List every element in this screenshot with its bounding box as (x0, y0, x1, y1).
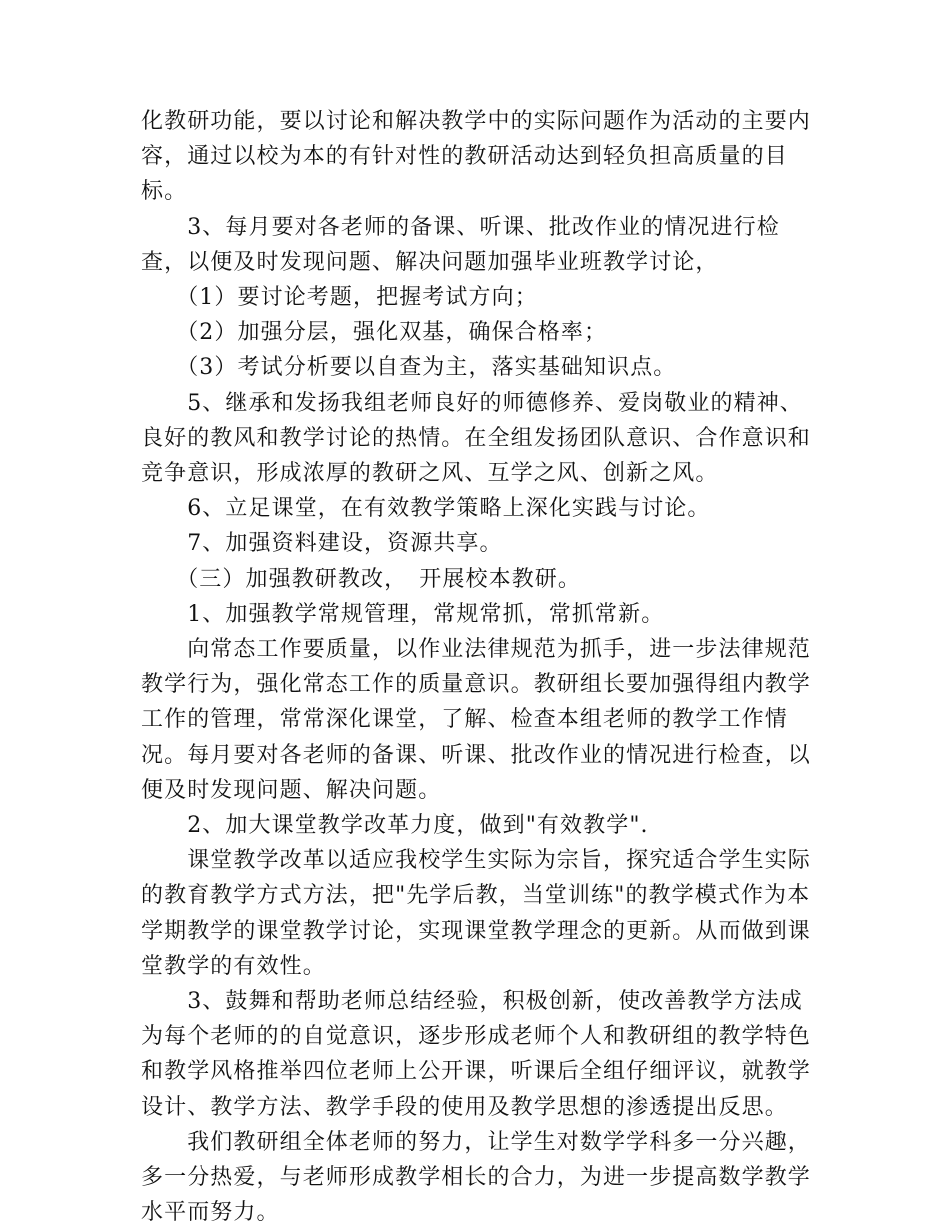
paragraph: 3、每月要对各老师的备课、听课、批改作业的情况进行检查，以便及时发现问题、解决问题加强毕业班教学讨论， (141, 214, 780, 275)
paragraph: 课堂教学改革以适应我校学生实际为宗旨，探究适合学生实际的教育教学方式方法，把"先学后教，当堂训练"的教学模式作为本学期教学的课堂教学讨论，实现课堂教学理念的更新。从而做到课堂教学的有效性。 (141, 848, 811, 979)
list-item: （2）加强分层，强化双基，确保合格率； (141, 320, 608, 346)
document-body (141, 104, 813, 1231)
paragraph: 1、加强教学常规管理，常规常抓，常抓常新。 (141, 601, 665, 627)
list-item: （3）考试分析要以自查为主，落实基础知识点。 (141, 355, 677, 381)
list-item: （1）要讨论考题，把握考试方向； (141, 285, 538, 311)
paragraph: 化教研功能，要以讨论和解决教学中的实际问题作为活动的主要内容，通过以校为本的有针对性的教研活动达到轻负担高质量的目标。 (141, 109, 811, 205)
paragraph: 7、加强资料建设，资源共享。 (141, 531, 503, 557)
paragraph: 向常态工作要质量，以作业法律规范为抓手，进一步法律规范教学行为，强化常态工作的质量意识。教研组长要加强得组内教学工作的管理，常常深化课堂，了解、检查本组老师的教学工作情况。每月要对各老师的备课、听课、批改作业的情况进行检查，以便及时发现问题、解决问题。 (141, 637, 811, 803)
paragraph: 3、鼓舞和帮助老师总结经验，积极创新，使改善教学方法成为每个老师的的自觉意识，逐步形成老师个人和教研组的教学特色和教学风格推举四位老师上公开课，听课后全组仔细评议，就教学设计、教学方法、教学手段的使用及教学思想的渗透提出反思。 (141, 989, 811, 1120)
paragraph: 2、加大课堂教学改革力度，做到"有效教学". (141, 813, 649, 839)
section-heading: （三）加强教研教改， 开展校本教研。 (141, 566, 582, 592)
paragraph: 6、立足课堂，在有效教学策略上深化实践与讨论。 (141, 496, 711, 522)
paragraph: 我们教研组全体老师的努力，让学生对数学学科多一分兴趣，多一分热爱，与老师形成教学相长的合力，为进一步提高数学教学水平而努力。 (141, 1129, 811, 1226)
paragraph: 5、继承和发扬我组老师良好的师德修养、爱岗敬业的精神、良好的教风和教学讨论的热情。在全组发扬团队意识、合作意识和竞争意识，形成浓厚的教研之风、互学之风、创新之风。 (141, 390, 811, 487)
